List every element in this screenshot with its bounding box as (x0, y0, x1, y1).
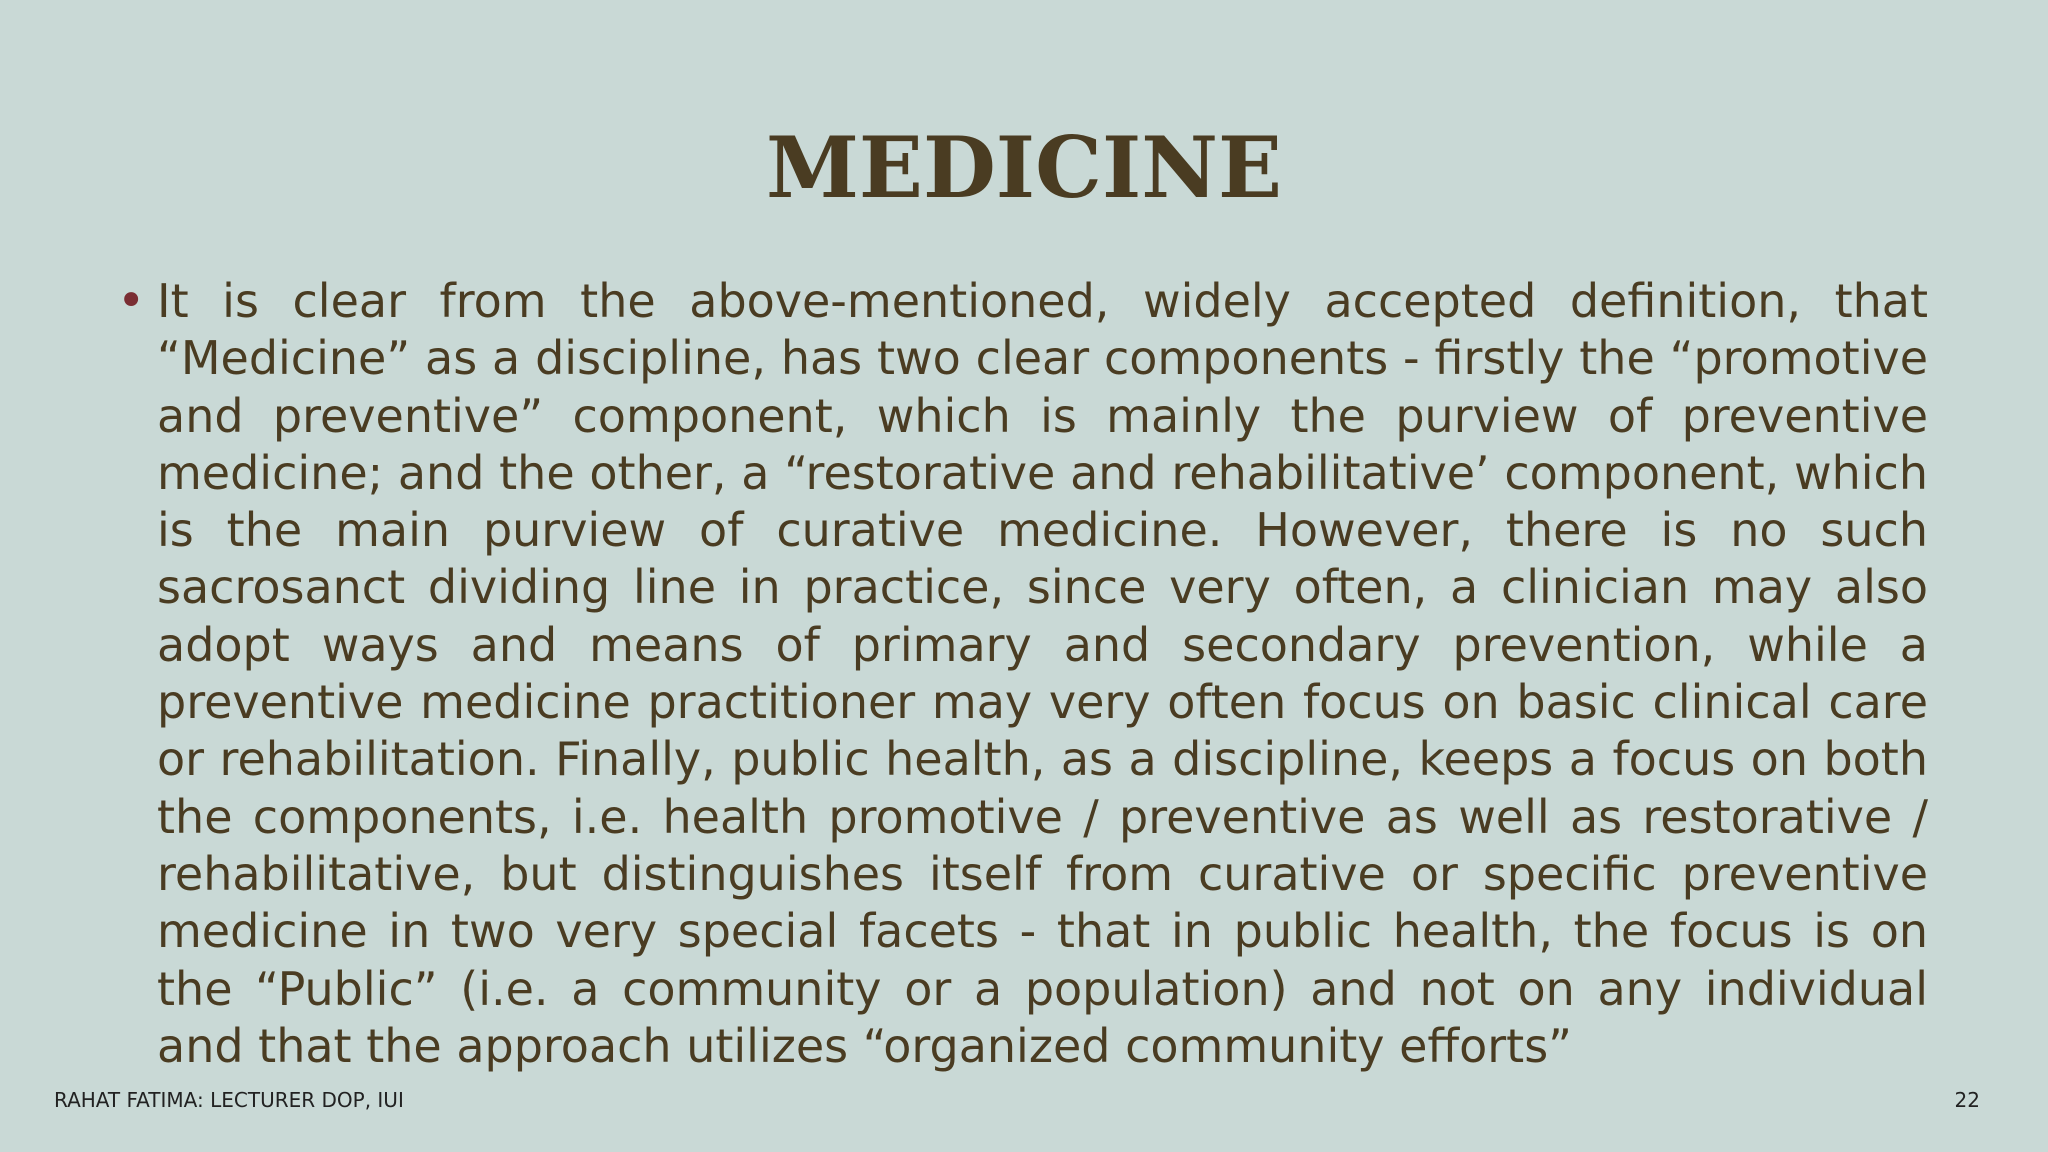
body-paragraph: It is clear from the above-mentioned, widely accepted definition, that “Medicine” as a discipline, has two clear components - firstly the “promotive and preventive” component, which is mainly the purview of preventive medicine; and the other, a “restorative and rehabilitative’ component, which is the main purview of curative medicine. However, there is no such sacrosanct dividing line in practice, since very often, a clinician may also adopt ways and means of primary and secondary prevention, while a preventive medicine practitioner may very often focus on basic clinical care or rehabilitation. Finally, public health, as a discipline, keeps a focus on both the components, i.e. health promotive / preventive as well as restorative / rehabilitative, but distinguishes itself from curative or specific preventive medicine in two very special facets - that in public health, the focus is on the “Public” (i.e. a community or a population) and not on any individual and that the approach utilizes “organized community efforts” (157, 274, 1928, 1073)
footer-author: RAHAT FATIMA: LECTURER DOP, IUI (54, 1088, 404, 1112)
slide-body (117, 273, 1928, 1075)
slide-title: MEDICINE (765, 118, 1283, 217)
bullet-marker: • (117, 273, 146, 329)
page-number: 22 (1954, 1088, 1980, 1112)
